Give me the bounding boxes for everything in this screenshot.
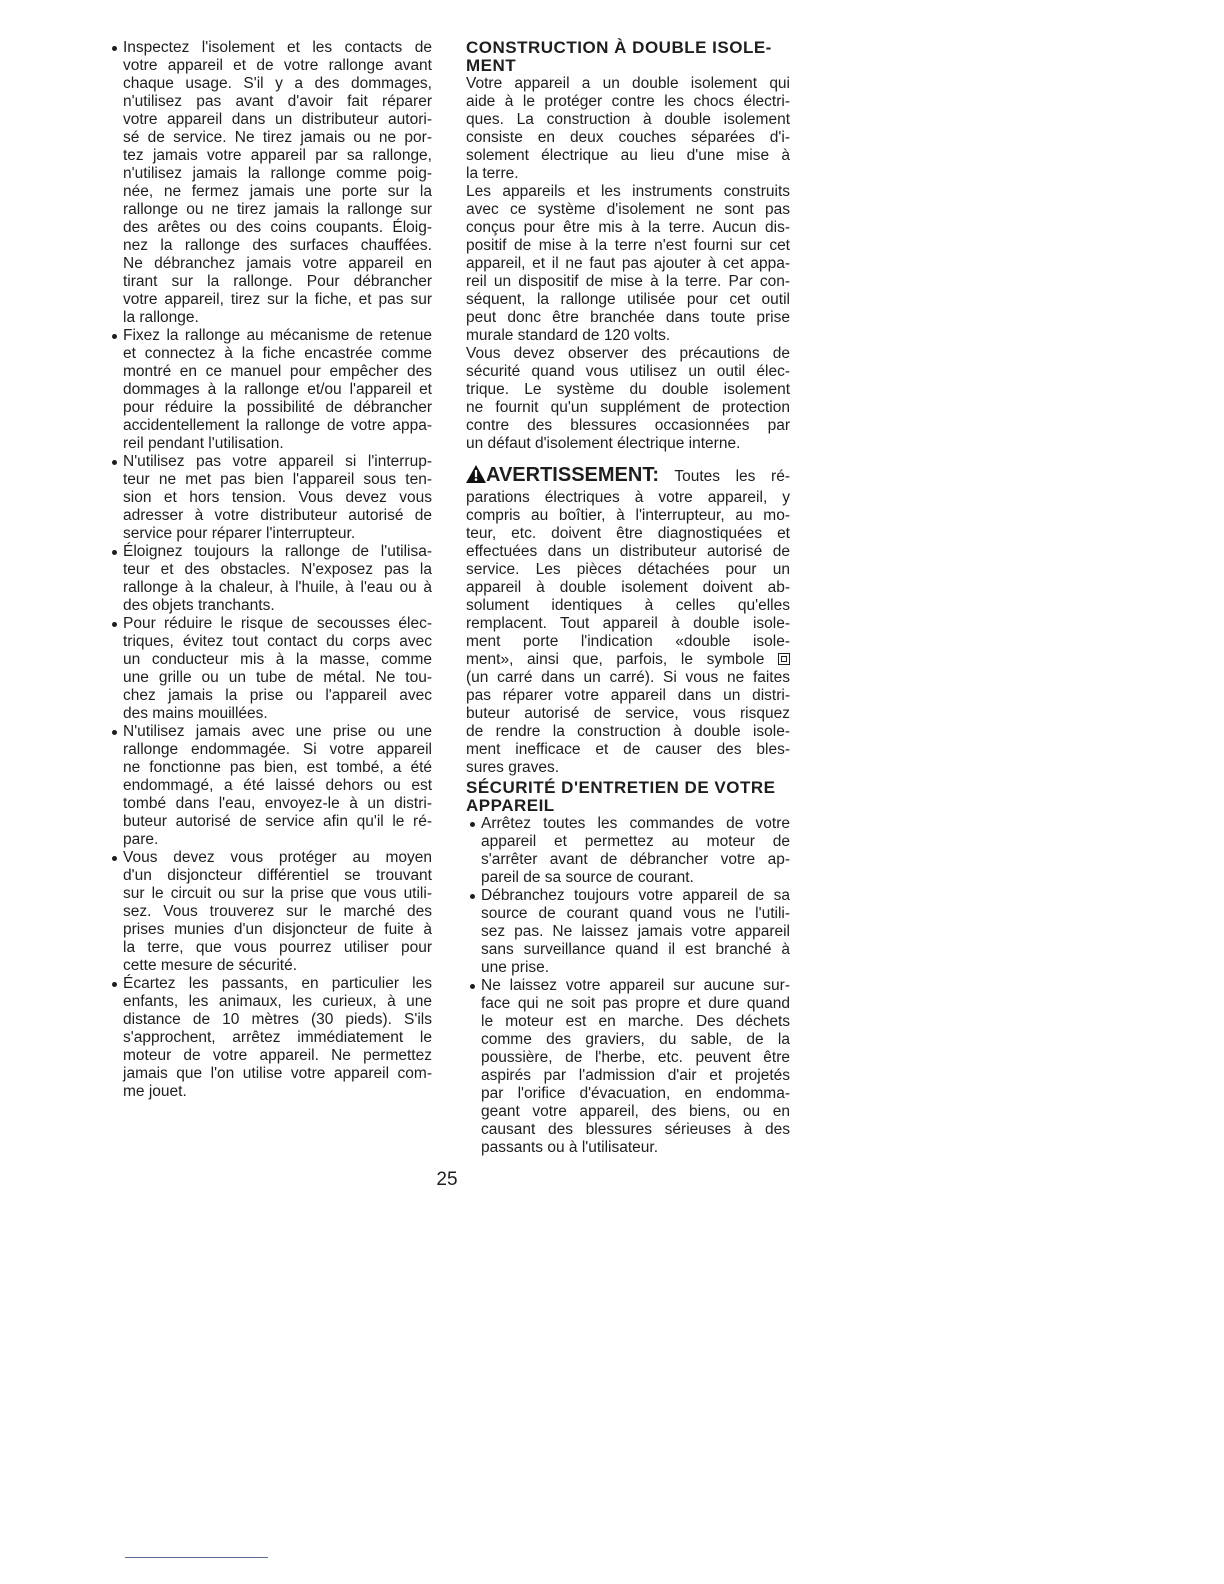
list-item (108, 849, 432, 975)
text-line: reil un dispositif de mise à la terre. Par con- (466, 273, 790, 290)
text-line: reil pendant l'utilisation. (123, 435, 284, 452)
bullet-icon (112, 460, 117, 465)
text-line: n'utilisez pas avant d'avoir fait réparer (123, 93, 432, 110)
text-line: sion et hors tension. Vous devez vous (123, 489, 432, 506)
text-line: N'utilisez pas votre appareil si l'interrup- (123, 453, 432, 470)
bullet-icon (470, 822, 475, 827)
maintenance-safety-list (466, 815, 790, 1157)
bullet-icon (470, 894, 475, 899)
text-line: un conducteur mis à la masse, comme (123, 651, 432, 668)
text-line: le moteur est en marche. Des déchets (481, 1013, 790, 1030)
text-line: (un carré dans un carré). Si vous ne faites (466, 669, 790, 686)
text-line: Vous devez observer des précautions de (466, 345, 790, 362)
text-line: murale standard de 120 volts. (466, 327, 671, 344)
warning-label: AVERTISSEMENT: (486, 464, 659, 486)
text-line: la terre. (466, 165, 519, 182)
heading-line: APPAREIL (466, 796, 555, 815)
text-line (466, 651, 790, 669)
text-line: moteur de votre appareil. Ne permettez (123, 1047, 432, 1064)
text-line: cette mesure de sécurité. (123, 957, 298, 974)
list-item (108, 723, 432, 849)
text-line: la rallonge. (123, 309, 199, 326)
text-line: Ne débranchez jamais votre appareil en (123, 255, 432, 272)
text-line: sez pas. Ne laissez jamais votre appareil (481, 923, 790, 940)
text-line: Fixez la rallonge au mécanisme de retenue (123, 327, 432, 344)
text-line: solement électrique au lieu d'une mise à (466, 147, 790, 164)
text-line: distance de 10 mètres (30 pieds). S'ils (123, 1011, 432, 1028)
extension-cord-safety-list (108, 39, 432, 1101)
heading-line: SÉCURITÉ D'ENTRETIEN DE VOTRE (466, 778, 776, 797)
footer-rule (125, 1557, 268, 1558)
text-line: Éloignez toujours la rallonge de l'utilisa- (123, 543, 432, 560)
heading-line: CONSTRUCTION À DOUBLE ISOLE- (466, 38, 772, 57)
text-line: et connectez à la fiche encastrée comme (123, 345, 432, 362)
list-item (108, 327, 432, 453)
text-line: sé de service. Ne tirez jamais ou ne por- (123, 129, 432, 146)
paragraph (466, 75, 790, 183)
text-line: tez jamais votre appareil par sa rallonge, (123, 147, 432, 164)
text-line: montré en ce manuel pour empêcher des (123, 363, 432, 380)
list-item (108, 453, 432, 543)
text-line: ment inefficace et de causer des bles- (466, 741, 790, 758)
text-line: compris au boîtier, à l'interrupteur, au mo- (466, 507, 790, 524)
left-column (108, 39, 432, 1101)
text-line: chez jamais la prise ou l'appareil avec (123, 687, 432, 704)
text-line: Vous devez vous protéger au moyen (123, 849, 432, 866)
warning-first-line-text: Toutes les ré- (674, 468, 790, 485)
maintenance-safety-section (466, 779, 790, 1157)
warning-block (466, 462, 790, 777)
page-number: 25 (436, 1169, 458, 1190)
list-item (466, 977, 790, 1157)
text-line: d'un disjoncteur différentiel se trouvant (123, 867, 432, 884)
text-line: Votre appareil a un double isolement qui (466, 75, 790, 92)
text-line: par l'orifice d'évacuation, en endomma- (481, 1085, 790, 1102)
text-line: appareil et permettez au moteur de (481, 833, 790, 850)
text-line: enfants, les animaux, les curieux, à une (123, 993, 432, 1010)
text-line: trique. Le système du double isolement (466, 381, 790, 398)
text-line: parations électriques à votre appareil, y (466, 489, 790, 506)
text-line: contre des blessures occasionnées par (466, 417, 790, 434)
text-line: adresser à votre distributeur autorisé de (123, 507, 432, 524)
double-insulation-symbol-icon (778, 653, 790, 665)
text-line: pour réduire la possibilité de débrancher (123, 399, 432, 416)
text-line: séquent, la rallonge utilisée pour cet outil (466, 291, 790, 308)
text-line: une prise. (481, 959, 550, 976)
text-line: s'approchent, arrêtez immédiatement le (123, 1029, 432, 1046)
text-line: causant des blessures sérieuses à des (481, 1121, 790, 1138)
bullet-icon (112, 550, 117, 555)
text-line: solument identiques à celles qu'elles (466, 597, 790, 614)
text-line: remplacent. Tout appareil à double isole- (466, 615, 790, 632)
text-line: un défaut d'isolement électrique interne. (466, 435, 741, 452)
list-item (108, 615, 432, 723)
text-line: sez. Vous trouverez sur le marché des (123, 903, 432, 920)
text-line: Les appareils et les instruments construits (466, 183, 790, 200)
text-line: buteur autorisé de service, vous risquez (466, 705, 790, 722)
text-line: votre appareil et de votre rallonge avant (123, 57, 432, 74)
text-line: rallonge endommagée. Si votre appareil (123, 741, 432, 758)
text-line: ne fonctionne pas bien, est tombé, a été (123, 759, 432, 776)
text-line: service. Les pièces détachées pour un (466, 561, 790, 578)
text-line: sécurité quand vous utilisez un outil élec- (466, 363, 790, 380)
text-line: geant votre appareil, des biens, ou en (481, 1103, 790, 1120)
text-line: Écartez les passants, en particulier les (123, 975, 432, 992)
text-line: face qui ne soit pas propre et dure quand (481, 995, 790, 1012)
text-line: conçus pour être mis à la terre. Aucun dis- (466, 219, 790, 236)
text-line: triques, évitez tout contact du corps avec (123, 633, 432, 650)
text-line: endommagé, a été laissé dehors ou est (123, 777, 432, 794)
text-line: sur le circuit ou sur la prise que vous utili- (123, 885, 432, 902)
double-insulation-section (466, 39, 790, 453)
text-line: rallonge ou ne tirez jamais la rallonge sur (123, 201, 432, 218)
text-line: effectuées dans un distributeur autorisé de (466, 543, 790, 560)
list-item (466, 887, 790, 977)
text-line: Inspectez l'isolement et les contacts de (123, 39, 432, 56)
text-line: comme des graviers, du sable, de la (481, 1031, 790, 1048)
text-line: sures graves. (466, 759, 560, 776)
bullet-icon (112, 334, 117, 339)
list-item (466, 815, 790, 887)
text-line: des mains mouillées. (123, 705, 268, 722)
text-line: pare. (123, 831, 159, 848)
text-line: n'utilisez jamais la rallonge comme poig- (123, 165, 432, 182)
text-line: pareil de sa source de courant. (481, 869, 694, 886)
list-item (108, 975, 432, 1101)
heading-line: MENT (466, 56, 517, 75)
text-line: rallonge à la chaleur, à l'huile, à l'eau ou à (123, 579, 432, 596)
text-line: votre appareil dans un distributeur autori- (123, 111, 432, 128)
text-line: teur, etc. doivent être diagnostiquées et (466, 525, 790, 542)
text-line: positif de mise à la terre n'est fourni sur cet (466, 237, 790, 254)
text-line: tombé dans l'eau, envoyez-le à un distri- (123, 795, 432, 812)
text-line: née, ne fermez jamais une porte sur la (123, 183, 432, 200)
section-heading-maintenance-safety (466, 779, 790, 815)
text-line: ment porte l'indication «double isole- (466, 633, 790, 650)
section-heading-double-insulation (466, 39, 790, 75)
bullet-icon (112, 982, 117, 987)
text-line: Ne laissez votre appareil sur aucune sur- (481, 977, 790, 994)
text-line: chaque usage. S'il y a des dommages, (123, 75, 432, 92)
text-line: pas réparer votre appareil dans un distri- (466, 687, 790, 704)
text-line: votre appareil, tirez sur la fiche, et pas sur (123, 291, 432, 308)
warning-first-line (466, 462, 790, 489)
text-line: des arêtes ou des coins coupants. Éloig- (123, 219, 432, 236)
text-line: aspirés par l'admission d'air et projetés (481, 1067, 790, 1084)
warning-triangle-icon (466, 465, 486, 483)
text-line: buteur autorisé de service afin qu'il le ré- (123, 813, 432, 830)
bullet-icon (112, 46, 117, 51)
text-line: tirant sur la rallonge. Pour débrancher (123, 273, 432, 290)
text-line: sans surveillance quand il est branché à (481, 941, 790, 958)
text-line: appareil à double isolement doivent ab- (466, 579, 790, 596)
bullet-icon (112, 730, 117, 735)
bullet-icon (112, 622, 117, 627)
text-line: poussière, de l'herbe, etc. peuvent être (481, 1049, 790, 1066)
text-line: nez la rallonge des surfaces chauffées. (123, 237, 432, 254)
paragraph (466, 183, 790, 345)
text-line: ques. La construction à double isolement (466, 111, 790, 128)
text-line: de rendre la construction à double isole- (466, 723, 790, 740)
text-line: consiste en deux couches séparées d'i- (466, 129, 790, 146)
text-line: accidentellement la rallonge de votre appa- (123, 417, 432, 434)
text-line: appareil, et il ne faut pas ajouter à cet appa- (466, 255, 790, 272)
text-line-content: ment», ainsi que, parfois, le symbole (466, 651, 765, 668)
list-item (108, 39, 432, 327)
text-line: source de courant quand vous ne l'utili- (481, 905, 790, 922)
text-line: des objets tranchants. (123, 597, 275, 614)
text-line: ne fournit qu'un supplément de protection (466, 399, 790, 416)
bullet-icon (470, 984, 475, 989)
text-line: me jouet. (123, 1083, 187, 1100)
text-line: Débranchez toujours votre appareil de sa (481, 887, 790, 904)
text-line: la terre, que vous pourrez utiliser pour (123, 939, 432, 956)
text-line: teur ne met pas bien l'appareil sous ten- (123, 471, 432, 488)
text-line: passants ou à l'utilisateur. (481, 1139, 659, 1156)
text-line: avec ce système d'isolement ne sont pas (466, 201, 790, 218)
text-line: Pour réduire le risque de secousses élec- (123, 615, 432, 632)
text-line: peut donc être branchée dans toute prise (466, 309, 790, 326)
text-line: dommages à la rallonge et/ou l'appareil et (123, 381, 432, 398)
list-item (108, 543, 432, 615)
text-line: Arrêtez toutes les commandes de votre (481, 815, 790, 832)
paragraph (466, 345, 790, 453)
text-line: service pour réparer l'interrupteur. (123, 525, 356, 542)
text-line: N'utilisez jamais avec une prise ou une (123, 723, 432, 740)
text-line: teur et des obstacles. N'exposez pas la (123, 561, 432, 578)
text-line: aide à le protéger contre les chocs électri- (466, 93, 790, 110)
text-line: une grille ou un tube de métal. Ne tou- (123, 669, 432, 686)
text-line: jamais que l'on utilise votre appareil com- (123, 1065, 432, 1082)
warning-text (466, 489, 790, 777)
text-line: s'arrêter avant de débrancher votre ap- (481, 851, 790, 868)
right-column (466, 39, 790, 1157)
bullet-icon (112, 856, 117, 861)
text-line: prises munies d'un disjoncteur de fuite à (123, 921, 432, 938)
